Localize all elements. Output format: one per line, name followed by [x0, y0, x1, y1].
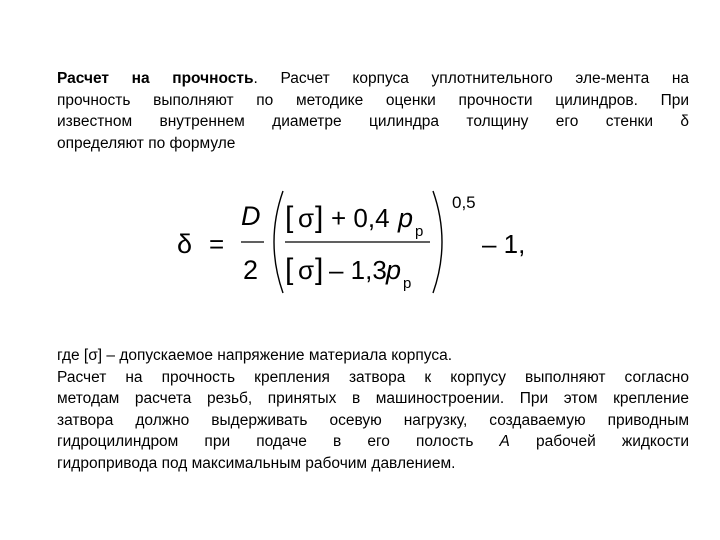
num-right-bracket: ]: [315, 201, 324, 234]
left-paren: [274, 191, 283, 293]
formula-two: 2: [243, 255, 259, 285]
formula-equals: =: [209, 229, 225, 259]
intro-line-4: определяют по формуле: [57, 134, 236, 152]
explain-line-4: затвора должно выдерживать осевую нагрузку, создаваемую приводным: [57, 411, 689, 429]
formula-delta: δ: [177, 229, 193, 259]
formula-tail: – 1,: [482, 229, 526, 259]
intro-line-3: известном внутреннем диаметре цилиндра толщину его стенки δ: [57, 113, 689, 130]
num-p: p: [398, 203, 414, 233]
den-p: p: [386, 255, 402, 285]
den-term: – 1,3: [329, 255, 387, 285]
num-term: + 0,4: [331, 203, 390, 233]
explain-line-5: [57, 431, 689, 453]
explain-line-3: методам расчета резьб, принятых в машиностроении. При этом крепление: [57, 390, 689, 407]
explain-line-5-a: гидроцилиндром при подаче в его полость: [57, 433, 500, 450]
num-p-subscript: р: [415, 223, 424, 240]
section-heading: Расчет на прочность: [57, 70, 254, 87]
intro-line-2: прочность выполняют по методике оценки прочности цилиндров. При: [57, 91, 689, 109]
cavity-label: А: [499, 433, 510, 450]
wall-thickness-formula: [175, 185, 535, 295]
explain-line-6: гидропривода под максимальным рабочим давлением.: [57, 454, 456, 472]
formula-svg: [175, 185, 535, 295]
formula-d: D: [241, 201, 261, 231]
intro-paragraph: [57, 68, 689, 154]
formula-exponent: 0,5: [452, 193, 476, 212]
num-sigma: σ: [298, 203, 315, 233]
den-p-subscript: р: [403, 275, 412, 292]
explain-line-1: где [σ] – допускаемое напряжение материала корпуса.: [57, 347, 453, 364]
explain-line-5-b: рабочей жидкости: [509, 433, 689, 450]
num-left-bracket: [: [285, 201, 294, 234]
den-right-bracket: ]: [315, 253, 324, 286]
intro-line-1-rest: . Расчет корпуса уплотнительного эле-мента на: [253, 70, 689, 87]
intro-line-1: [57, 68, 689, 90]
explain-line-2: Расчет на прочность крепления затвора к корпусу выполняют согласно: [57, 368, 689, 386]
den-left-bracket: [: [285, 253, 294, 286]
den-sigma: σ: [298, 255, 315, 285]
explanation-paragraph: [57, 345, 689, 474]
right-paren: [433, 191, 442, 293]
